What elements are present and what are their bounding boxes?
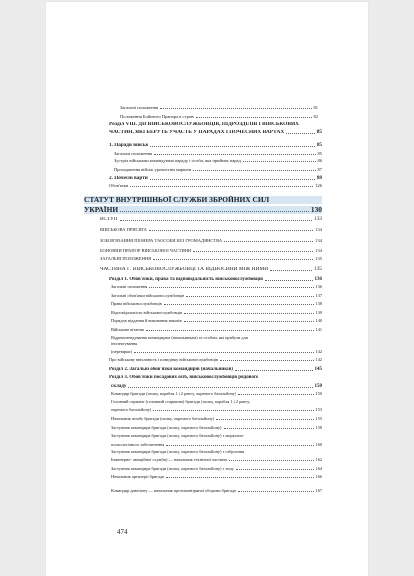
toc-entry-title: БОЙОВИЙ ПРАПОР ВІЙСЬКОВОЇ ЧАСТИНИ bbox=[100, 249, 192, 253]
toc-entry-page: 86 bbox=[317, 158, 322, 163]
toc-entry[interactable] bbox=[111, 408, 322, 413]
toc-entry-title: Заступник командира бригади (полку, окремого батальйону) bbox=[111, 426, 222, 430]
toc-entry[interactable] bbox=[111, 319, 322, 324]
toc-entry[interactable] bbox=[120, 115, 318, 120]
toc-entry-title: (перевірки) bbox=[111, 350, 132, 354]
toc-entry-title: Відповідальність військовослужбовців bbox=[111, 311, 183, 315]
toc-entry-page: 137 bbox=[315, 293, 322, 298]
dot-leader bbox=[224, 428, 314, 429]
toc-entry-page: 166 bbox=[315, 474, 322, 479]
toc-entry-title: Головний сержант (головний старшина) бригади (полку, корабля 1 і 2 рангу, bbox=[111, 400, 251, 404]
toc-entry[interactable] bbox=[114, 168, 322, 173]
toc-entry-title: Загальні положення bbox=[111, 285, 148, 289]
toc-entry-page: 153 bbox=[315, 407, 322, 412]
dot-leader bbox=[166, 477, 313, 478]
toc-entry[interactable] bbox=[109, 122, 322, 128]
toc-entry-title: СТАТУТ ВНУТРІШНЬОЇ СЛУЖБИ ЗБРОЙНИХ СИЛ bbox=[84, 196, 270, 204]
toc-entry-page: 138 bbox=[315, 301, 322, 306]
dot-leader bbox=[134, 352, 314, 353]
toc-entry-title: психологічного забезпечення bbox=[111, 443, 165, 447]
toc-entry-page: 130 bbox=[310, 205, 322, 214]
dot-leader bbox=[160, 108, 311, 109]
toc-entry-page: 136 bbox=[314, 277, 322, 282]
dot-leader bbox=[220, 360, 314, 361]
toc-entry-title: ЗОБОВ'ЯЗАННЯ ПІОНЕРА ТАОСОБИ БЕЗ ГРОМАДЯНСТВА bbox=[100, 239, 223, 243]
toc-entry[interactable] bbox=[111, 400, 322, 405]
dot-leader bbox=[286, 133, 314, 134]
toc-entry-page: 136 bbox=[315, 284, 322, 289]
toc-entry[interactable] bbox=[111, 392, 322, 397]
dot-leader bbox=[196, 117, 311, 118]
toc-entry[interactable] bbox=[109, 375, 322, 381]
toc-entry-title: УКРАЇНИ bbox=[84, 206, 119, 214]
toc-entry-title: Загальні положення bbox=[120, 106, 159, 110]
toc-entry-title: ВІЙСЬКОВА ПРИСЯГА bbox=[100, 228, 147, 232]
toc-entry[interactable] bbox=[111, 443, 322, 448]
dot-leader bbox=[120, 211, 309, 212]
toc-entry-title: Зустріч військами командувача параду і особи, яка приймає парад bbox=[114, 159, 241, 163]
dot-leader bbox=[120, 220, 313, 221]
toc-entry-title: ЗАГАЛЬНІ ПОЛОЖЕННЯ bbox=[100, 257, 152, 261]
toc-entry[interactable] bbox=[100, 267, 322, 273]
dot-leader bbox=[153, 410, 313, 411]
toc-entry-page: 155 bbox=[315, 416, 322, 421]
toc-entry[interactable] bbox=[100, 249, 322, 254]
toc-entry-title: Загальні обов'язки військовослужбовців bbox=[111, 294, 185, 298]
toc-entry-title: 2. Почесні варти bbox=[109, 176, 148, 181]
toc-entry-page: 141 bbox=[315, 327, 322, 332]
toc-entry[interactable] bbox=[109, 358, 322, 363]
toc-entry[interactable] bbox=[111, 328, 322, 333]
dot-leader bbox=[243, 161, 316, 162]
dot-leader bbox=[236, 469, 314, 470]
toc-entry-page: 135 bbox=[313, 266, 322, 272]
dot-leader bbox=[154, 154, 315, 155]
toc-entry-title: Розділ 1. Обов'язки, права та відповідальність військовослужбовців bbox=[109, 277, 263, 282]
dot-leader bbox=[150, 179, 315, 180]
toc-entry-title: Розділ VIII. ДІЇ ВІЙСЬКОВОСЛУЖБОВЦІВ, ПІДРОЗДІЛІВ І ВІЙСЬКОВИХ bbox=[109, 122, 300, 127]
toc-entry[interactable] bbox=[111, 434, 322, 439]
toc-entry[interactable] bbox=[100, 257, 322, 262]
toc-entry-page: 158 bbox=[315, 425, 322, 430]
dot-leader bbox=[184, 313, 313, 314]
toc-entry[interactable] bbox=[111, 336, 322, 341]
dot-leader bbox=[130, 186, 313, 187]
toc-entry[interactable] bbox=[111, 350, 322, 355]
toc-entry-page: 82 bbox=[313, 114, 318, 119]
toc-entry[interactable] bbox=[109, 184, 322, 189]
toc-entry-title: Командир дивізіону — начальник протиповітряної оборони бригади bbox=[111, 489, 237, 493]
dot-leader bbox=[224, 241, 313, 242]
dot-leader bbox=[186, 296, 313, 297]
toc-entry-page: 85 bbox=[316, 142, 322, 148]
toc-entry[interactable] bbox=[111, 475, 322, 480]
toc-entry[interactable] bbox=[111, 417, 322, 422]
dot-leader bbox=[150, 146, 314, 147]
dot-leader bbox=[235, 370, 313, 371]
toc-entry-title: Начальник артилерії бригади bbox=[111, 475, 165, 479]
toc-entry[interactable] bbox=[114, 159, 322, 164]
toc-entry-page: 135 bbox=[315, 256, 322, 261]
dot-leader bbox=[146, 330, 314, 331]
toc-entry-title: Розділ 2. Загальні обов'язки командирів (начальників) bbox=[109, 367, 233, 372]
toc-entry-page: 134 bbox=[315, 227, 322, 232]
toc-entry[interactable] bbox=[111, 467, 322, 472]
toc-entry-page: 145 bbox=[314, 367, 322, 372]
toc-entry-title: Права військовослужбовців bbox=[111, 302, 162, 306]
toc-entry[interactable] bbox=[111, 426, 322, 431]
dot-leader bbox=[193, 251, 313, 252]
toc-entry-page: 81 bbox=[313, 105, 318, 110]
toc-entry-title: 1. Паради військ bbox=[109, 143, 149, 148]
toc-entry[interactable] bbox=[109, 277, 322, 283]
toc-entry-title: ЧАСТИН, ЯКІ БЕРУТЬ УЧАСТЬ У ПАРАДАХ І ПОЧЕСНИХ ВАРТАХ bbox=[109, 130, 285, 135]
toc-entry[interactable] bbox=[111, 450, 322, 455]
toc-entry[interactable] bbox=[109, 176, 322, 182]
toc-entry-page: 142 bbox=[315, 357, 322, 362]
toc-entry[interactable] bbox=[100, 239, 322, 244]
toc-entry-title: Про військову ввічливість і поведінку військовослужбовців bbox=[109, 358, 218, 362]
dot-leader bbox=[193, 170, 315, 171]
toc-entry[interactable] bbox=[111, 458, 322, 463]
toc-entry-title: Начальник штабу бригади (полку, окремого батальйону) bbox=[111, 417, 215, 421]
toc-entry[interactable] bbox=[84, 206, 322, 214]
toc-entry[interactable] bbox=[111, 342, 322, 347]
toc-entry-page: 150 bbox=[315, 391, 322, 396]
dot-leader bbox=[164, 304, 314, 305]
toc-entry[interactable] bbox=[111, 285, 322, 290]
toc-entry[interactable] bbox=[109, 367, 322, 373]
toc-entry-title: Військове вітання bbox=[111, 328, 144, 332]
toc-entry-page: 164 bbox=[315, 466, 322, 471]
toc-entry-page: 85 bbox=[316, 129, 322, 135]
dot-leader bbox=[166, 445, 313, 446]
toc-entry[interactable] bbox=[111, 489, 322, 494]
toc-entry[interactable] bbox=[109, 143, 322, 149]
dot-leader bbox=[238, 394, 313, 395]
toc-entry-title: Інженерно- авіаційної служби) — начальник технічної частини bbox=[111, 458, 227, 462]
dot-leader bbox=[149, 230, 313, 231]
toc-entry[interactable] bbox=[109, 130, 322, 136]
toc-entry-title: Положення Бойового Прапора в строю bbox=[120, 115, 195, 119]
toc-entry-title: Загальні положення bbox=[114, 152, 153, 156]
toc-entry-title: Порядок віддання й виконання наказів bbox=[111, 319, 182, 323]
toc-entry-page: 160 bbox=[315, 442, 322, 447]
dot-leader bbox=[149, 287, 313, 288]
toc-entry[interactable] bbox=[111, 384, 322, 390]
toc-entry-title: Розділ 3. Обов'язки посадових осіб, військовослужбовців рядового bbox=[109, 375, 259, 380]
toc-entry-page: 167 bbox=[315, 488, 322, 493]
toc-entry-title: окремого батальйону) bbox=[111, 408, 152, 412]
toc-entry-page: 85 bbox=[317, 151, 322, 156]
table-of-contents bbox=[46, 2, 368, 576]
toc-entry[interactable] bbox=[120, 106, 318, 111]
toc-entry-page: 150 bbox=[314, 384, 322, 389]
dot-leader bbox=[153, 259, 313, 260]
toc-entry[interactable] bbox=[111, 311, 322, 316]
toc-entry[interactable] bbox=[100, 228, 322, 233]
toc-entry-title: Відрекомендування командирам (начальникам) та особам, які прибули для bbox=[111, 336, 248, 340]
toc-entry-title: складу bbox=[111, 384, 127, 389]
toc-entry-page: 139 bbox=[315, 310, 322, 315]
dot-leader bbox=[229, 460, 314, 461]
dot-leader bbox=[238, 491, 313, 492]
page-number: 474 bbox=[117, 528, 128, 536]
toc-entry-page: 134 bbox=[315, 248, 322, 253]
dot-leader bbox=[128, 387, 312, 388]
toc-entry-title: Командир бригади (полку, корабля 1 і 2 рангу, окремого батальйону) bbox=[111, 392, 237, 396]
toc-entry-page: 142 bbox=[315, 349, 322, 354]
toc-entry[interactable] bbox=[114, 152, 322, 157]
toc-entry[interactable] bbox=[84, 196, 322, 204]
toc-entry-page: 134 bbox=[315, 238, 322, 243]
toc-entry-page: 126 bbox=[315, 183, 322, 188]
toc-entry-page: 133 bbox=[314, 216, 322, 222]
toc-entry[interactable] bbox=[100, 217, 322, 223]
toc-entry-page: 87 bbox=[317, 167, 322, 172]
toc-entry-title: Заступник командира бригади (полку, окремого батальйону) з тилу bbox=[111, 467, 234, 471]
toc-entry-page: 162 bbox=[315, 457, 322, 462]
toc-entry-page: 140 bbox=[315, 318, 322, 323]
toc-entry-title: Заступник командира бригади (полку, окремого батальйону) з озброєння bbox=[111, 450, 245, 454]
dot-leader bbox=[270, 270, 312, 271]
toc-entry[interactable] bbox=[111, 302, 322, 307]
dot-leader bbox=[265, 280, 313, 281]
toc-entry-title: ВСТУП bbox=[100, 217, 118, 222]
toc-entry-title: ЧАСТИНА І . ВІЙСЬКОВОСЛУЖБОВЦІ ТА ВІДНОСИНИ МІЖ НИМИ bbox=[100, 267, 269, 272]
toc-entry[interactable] bbox=[111, 294, 322, 299]
toc-entry-title: інспектування bbox=[111, 342, 138, 346]
dot-leader bbox=[216, 419, 313, 420]
toc-entry-title: Обов'язки bbox=[109, 184, 129, 188]
toc-entry-title: Заступник командира бригади (полку, окремого батальйону) з морально- bbox=[111, 434, 245, 438]
book-page bbox=[46, 2, 368, 576]
toc-entry-page: 88 bbox=[316, 175, 322, 181]
dot-leader bbox=[184, 321, 314, 322]
toc-entry-title: Проходження військ урочистим маршем bbox=[114, 168, 192, 172]
